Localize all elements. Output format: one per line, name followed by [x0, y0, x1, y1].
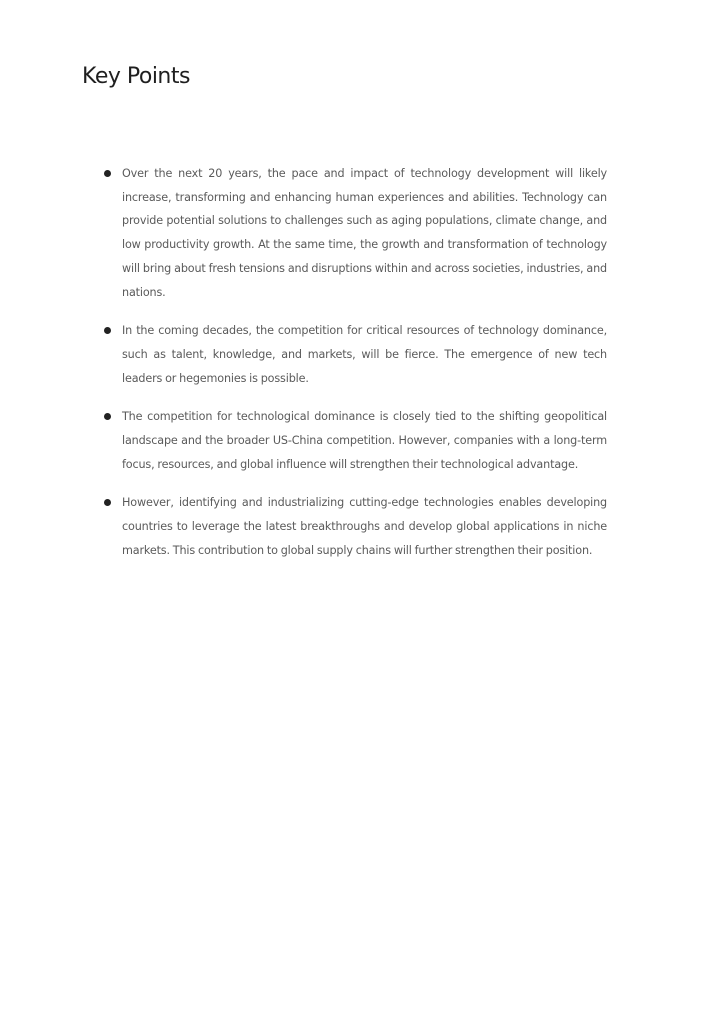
page-title: Key Points — [82, 64, 190, 89]
bullet-icon — [104, 499, 111, 506]
key-point-text: However, identifying and industrializing cutting-edge technologies enables developing countries to leverage the latest breakthroughs and develop global applications in niche markets. This contribution to global supply chains will further strengthen their position. — [122, 496, 607, 557]
key-point-item — [104, 491, 607, 562]
key-point-text: The competition for technological dominance is closely tied to the shifting geopolitical landscape and the broader US-China competition. However, companies with a long-term focus, resources, and global influence will strengthen their technological advantage. — [122, 410, 607, 471]
bullet-icon — [104, 413, 111, 420]
key-point-text: In the coming decades, the competition for critical resources of technology dominance, such as talent, knowledge, and markets, will be fierce. The emergence of new tech leaders or hegemonies is possible. — [122, 324, 607, 385]
bullet-icon — [104, 327, 111, 334]
key-point-item — [104, 319, 607, 390]
key-point-item — [104, 405, 607, 476]
key-points-list — [104, 162, 607, 578]
key-point-text: Over the next 20 years, the pace and impact of technology development will likely increase, transforming and enhancing human experiences and abilities. Technology can provide potential solutions to challenges such as aging populations, climate change, and low productivity growth. At the same time, the growth and transformation of technology will bring about fresh tensions and disruptions within and across societies, industries, and nations. — [122, 167, 607, 299]
bullet-icon — [104, 170, 111, 177]
key-point-item — [104, 162, 607, 304]
